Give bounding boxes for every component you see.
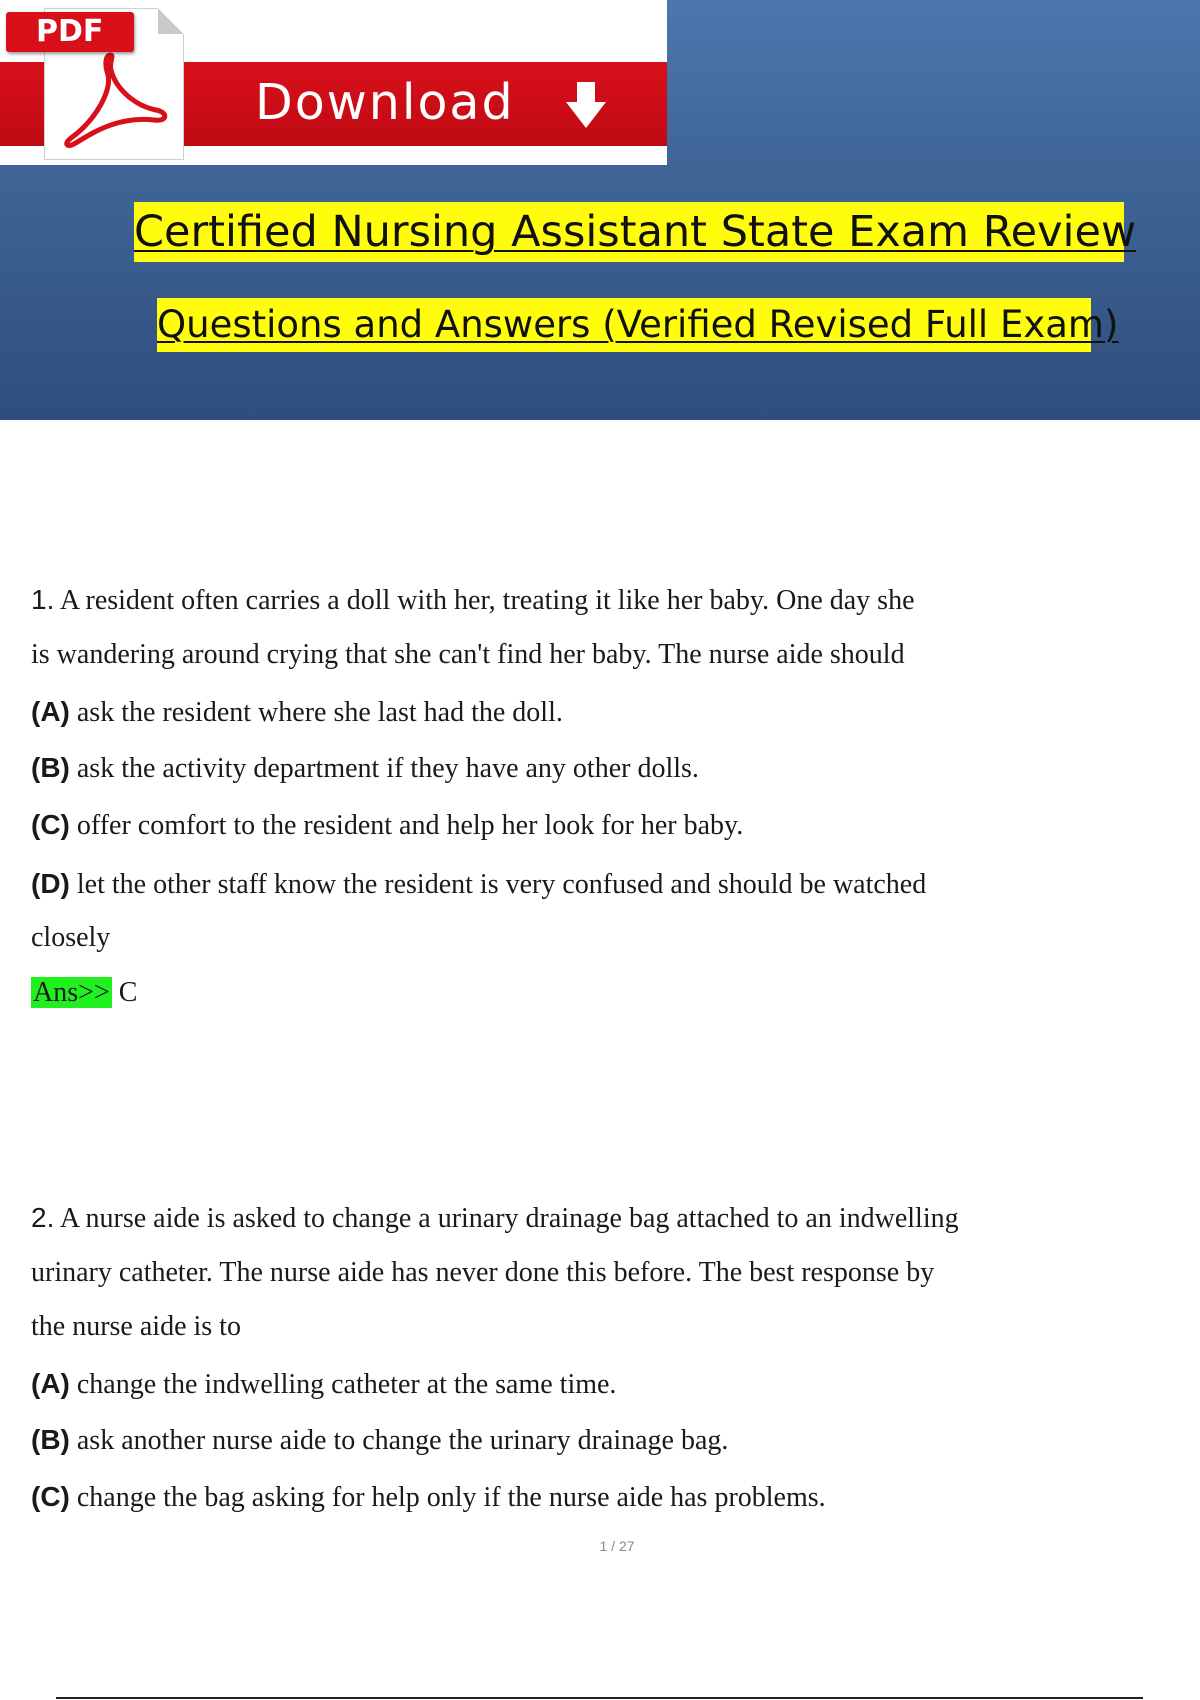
option-label: (A)	[31, 696, 70, 727]
option-text: let the other staff know the resident is very confused and should be watched	[76, 869, 927, 900]
question-2-stem	[31, 1200, 959, 1237]
option-text: offer comfort to the resident and help her look for her baby.	[76, 810, 744, 841]
header-banner	[0, 0, 1200, 420]
page-subtitle: Questions and Answers (Verified Revised Full Exam)	[157, 298, 1091, 352]
page-indicator: 1 / 27	[599, 1538, 635, 1554]
option-label: (A)	[31, 1368, 70, 1399]
option-text: change the indwelling catheter at the same time.	[76, 1369, 617, 1400]
question-1-option-d-continued: closely	[31, 922, 111, 953]
pdf-badge: PDF	[6, 12, 134, 52]
question-2-stem-line1: A nurse aide is asked to change a urinary drainage bag attached to an indwelling	[59, 1203, 959, 1234]
option-text: ask another nurse aide to change the urinary drainage bag.	[76, 1425, 729, 1456]
option-label: (C)	[31, 809, 70, 840]
option-text: ask the activity department if they have any other dolls.	[76, 753, 699, 784]
question-1-option-d	[31, 866, 926, 903]
question-1-number: 1.	[31, 584, 55, 615]
bottom-divider	[56, 1697, 1143, 1699]
question-2-stem-line3: the nurse aide is to	[31, 1311, 241, 1342]
question-2-number: 2.	[31, 1202, 55, 1233]
question-1-stem-line2: is wandering around crying that she can't find her baby. The nurse aide should	[31, 639, 905, 670]
page-title: Certified Nursing Assistant State Exam Review	[134, 202, 1124, 262]
pdf-page-fold	[158, 8, 184, 34]
option-label: (B)	[31, 1424, 70, 1455]
question-1-option-b	[31, 750, 699, 787]
question-1-answer	[31, 975, 137, 1011]
question-2-stem-line2: urinary catheter. The nurse aide has never done this before. The best response by	[31, 1257, 935, 1288]
answer-highlight-tag: Ans>>	[33, 977, 110, 1008]
question-2-option-b	[31, 1422, 728, 1459]
download-arrow-icon[interactable]	[563, 80, 609, 132]
option-text: change the bag asking for help only if the nurse aide has problems.	[76, 1482, 826, 1513]
question-2-option-a	[31, 1366, 616, 1403]
question-1-stem-line1: A resident often carries a doll with her, treating it like her baby. One day she	[59, 585, 915, 616]
question-2-option-c	[31, 1479, 826, 1516]
option-text: ask the resident where she last had the doll.	[76, 697, 563, 728]
adobe-acrobat-icon	[56, 50, 176, 150]
download-button-label[interactable]: Download	[255, 74, 515, 131]
question-1-option-a	[31, 694, 563, 731]
question-1-stem	[31, 582, 915, 619]
question-1-option-c	[31, 807, 743, 844]
option-label: (B)	[31, 752, 70, 783]
option-label: (C)	[31, 1481, 70, 1512]
answer-value: C	[118, 977, 138, 1008]
option-label: (D)	[31, 868, 70, 899]
